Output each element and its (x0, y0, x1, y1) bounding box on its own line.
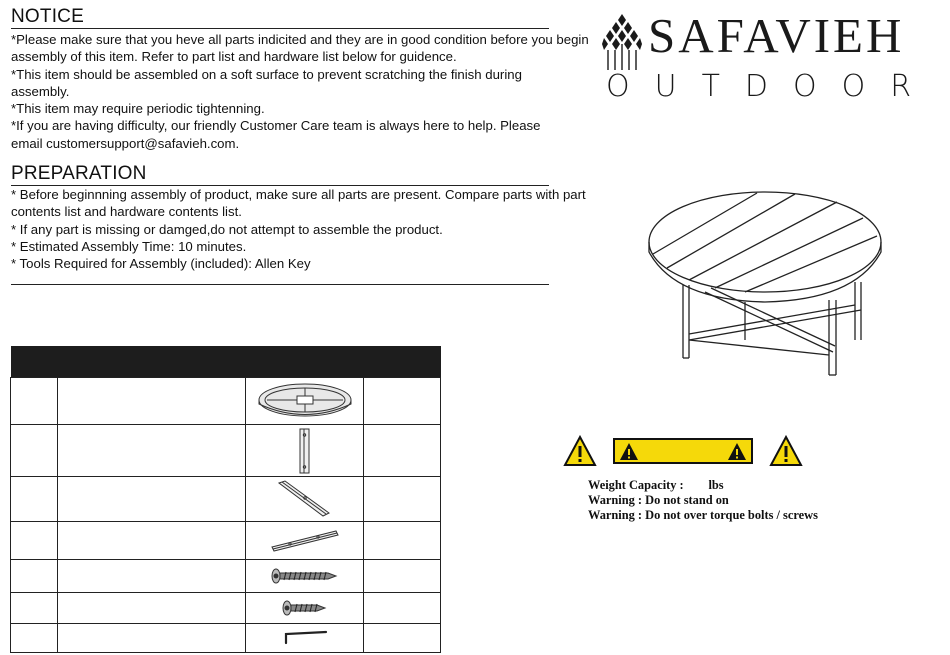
notice-line: *This item should be assembled on a soft surface to prevent scratching the finish during assembly. (11, 66, 522, 99)
brand-logo (602, 8, 937, 104)
warning-banner (613, 438, 753, 464)
preparation-line: * Before beginnning assembly of product, make sure all parts are present. Compare parts with part contents list and hardware contents list. (11, 187, 586, 220)
warning-triangle-icon (619, 442, 639, 461)
table-row (11, 522, 441, 560)
notice-line: *Please make sure that you heve all parts indicited and they are in good condition before you begin assembly of this item. Refer to part list and hardware list below for guidence. (11, 32, 589, 65)
preparation-body (11, 186, 601, 272)
part-image-cell (246, 522, 364, 560)
part-qty-cell (364, 522, 441, 560)
part-description-cell (58, 425, 246, 477)
table-row (11, 560, 441, 593)
table-row (11, 593, 441, 624)
weight-capacity-unit: lbs (708, 478, 724, 492)
warning-triangle-icon (769, 435, 803, 467)
part-qty-cell (364, 425, 441, 477)
parts-table-header (11, 346, 441, 378)
part-image-cell (246, 425, 364, 477)
part-image-cell (246, 560, 364, 593)
header-cell (58, 346, 246, 378)
part-qty-cell (364, 593, 441, 624)
part-description-cell (58, 593, 246, 624)
part-image-cell (246, 624, 364, 653)
round-table-illustration (645, 190, 885, 380)
header-cell (11, 346, 58, 378)
part-id-cell (11, 477, 58, 522)
part-description-cell (58, 624, 246, 653)
brand-subtitle: OUTDOOR (606, 69, 937, 104)
part-qty-cell (364, 624, 441, 653)
preparation-heading: PREPARATION (11, 163, 549, 186)
header-cell (246, 346, 364, 378)
logo-mark-icon (602, 12, 642, 72)
part-description-cell (58, 522, 246, 560)
short-bolt-icon (281, 598, 329, 618)
part-description-cell (58, 477, 246, 522)
part-description-cell (58, 378, 246, 425)
warning-line: Warning : Do not over torque bolts / screws (588, 507, 818, 522)
preparation-line: * If any part is missing or damged,do not attempt to assemble the product. (11, 221, 443, 237)
table-row (11, 378, 441, 425)
weight-capacity-label: Weight Capacity : (588, 478, 684, 492)
leg-post-icon (295, 427, 315, 475)
part-id-cell (11, 624, 58, 653)
brand-name: SAFAVIEH (648, 8, 905, 63)
notice-line: *This item may require periodic tightenning. (11, 101, 265, 117)
part-description-cell (58, 560, 246, 593)
weight-capacity-line (588, 478, 818, 493)
warning-triangle-icon (727, 442, 747, 461)
part-id-cell (11, 522, 58, 560)
part-id-cell (11, 378, 58, 425)
part-id-cell (11, 593, 58, 624)
part-qty-cell (364, 378, 441, 425)
table-row (11, 624, 441, 653)
part-qty-cell (364, 560, 441, 593)
part-qty-cell (364, 477, 441, 522)
part-image-cell (246, 593, 364, 624)
part-id-cell (11, 560, 58, 593)
warning-text (588, 478, 818, 522)
warning-triangle-icon (563, 435, 597, 467)
warning-line: Warning : Do not stand on (588, 492, 729, 507)
table-row (11, 477, 441, 522)
preparation-line: * Estimated Assembly Time: 10 minutes. (11, 238, 247, 254)
notice-heading: NOTICE (11, 6, 549, 29)
table-row (11, 425, 441, 477)
preparation-line: * Tools Required for Assembly (included): Allen Key (11, 256, 311, 272)
notice-line: *If you are having difficulty, our friendly Customer Care team is always here to help. Please email customersupport@safavieh.com. (11, 118, 541, 151)
parts-table (10, 346, 441, 653)
section-divider (11, 284, 549, 285)
round-tabletop-icon (257, 381, 353, 421)
header-cell (364, 346, 441, 378)
part-image-cell (246, 378, 364, 425)
notice-body (11, 31, 601, 152)
warning-banner-row (563, 435, 803, 469)
cross-brace-icon (275, 479, 335, 519)
allen-key-icon (280, 629, 330, 647)
part-image-cell (246, 477, 364, 522)
part-id-cell (11, 425, 58, 477)
long-bolt-icon (270, 566, 340, 586)
long-brace-icon (270, 527, 340, 555)
